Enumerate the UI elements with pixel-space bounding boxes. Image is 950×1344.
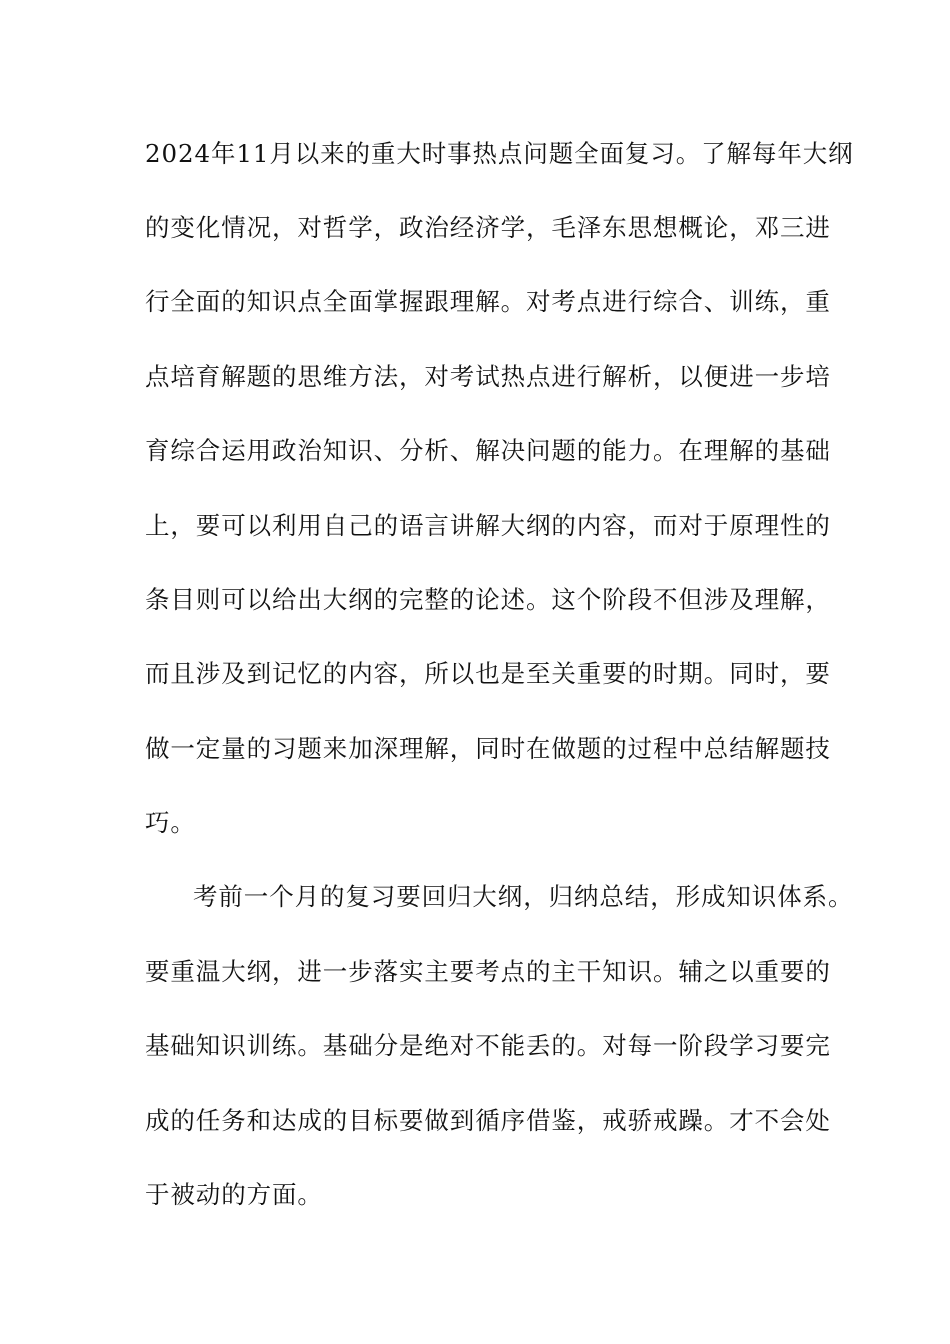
paragraph-line: 考前一个月的复习要回归大纲，归纳总结，形成知识体系。: [193, 882, 854, 911]
paragraph-line: 2024年11月以来的重大时事热点问题全面复习。了解每年大纲: [145, 139, 854, 168]
paragraph-line: 基础知识训练。基础分是绝对不能丢的。对每一阶段学习要完: [145, 1031, 831, 1060]
paragraph-line: 成的任务和达成的目标要做到循序借鉴，戒骄戒躁。才不会处: [145, 1106, 831, 1135]
paragraph-line: 而且涉及到记忆的内容，所以也是至关重要的时期。同时，要: [145, 659, 831, 688]
paragraph-line: 于被动的方面。: [145, 1180, 323, 1209]
paragraph-line: 巧。: [145, 808, 196, 837]
paragraph-line: 条目则可以给出大纲的完整的论述。这个阶段不但涉及理解，: [145, 585, 831, 614]
paragraph-line: 育综合运用政治知识、分析、解决问题的能力。在理解的基础: [145, 436, 831, 465]
paragraph-line: 做一定量的习题来加深理解，同时在做题的过程中总结解题技: [145, 734, 831, 763]
paragraph-line: 的变化情况，对哲学，政治经济学，毛泽东思想概论，邓三进: [145, 213, 831, 242]
paragraph-line: 行全面的知识点全面掌握跟理解。对考点进行综合、训练，重: [145, 287, 831, 316]
paragraph-line: 上，要可以利用自己的语言讲解大纲的内容，而对于原理性的: [145, 511, 831, 540]
paragraph-line: 点培育解题的思维方法，对考试热点进行解析，以便进一步培: [145, 362, 831, 391]
paragraph-line: 要重温大纲，进一步落实主要考点的主干知识。辅之以重要的: [145, 957, 831, 986]
